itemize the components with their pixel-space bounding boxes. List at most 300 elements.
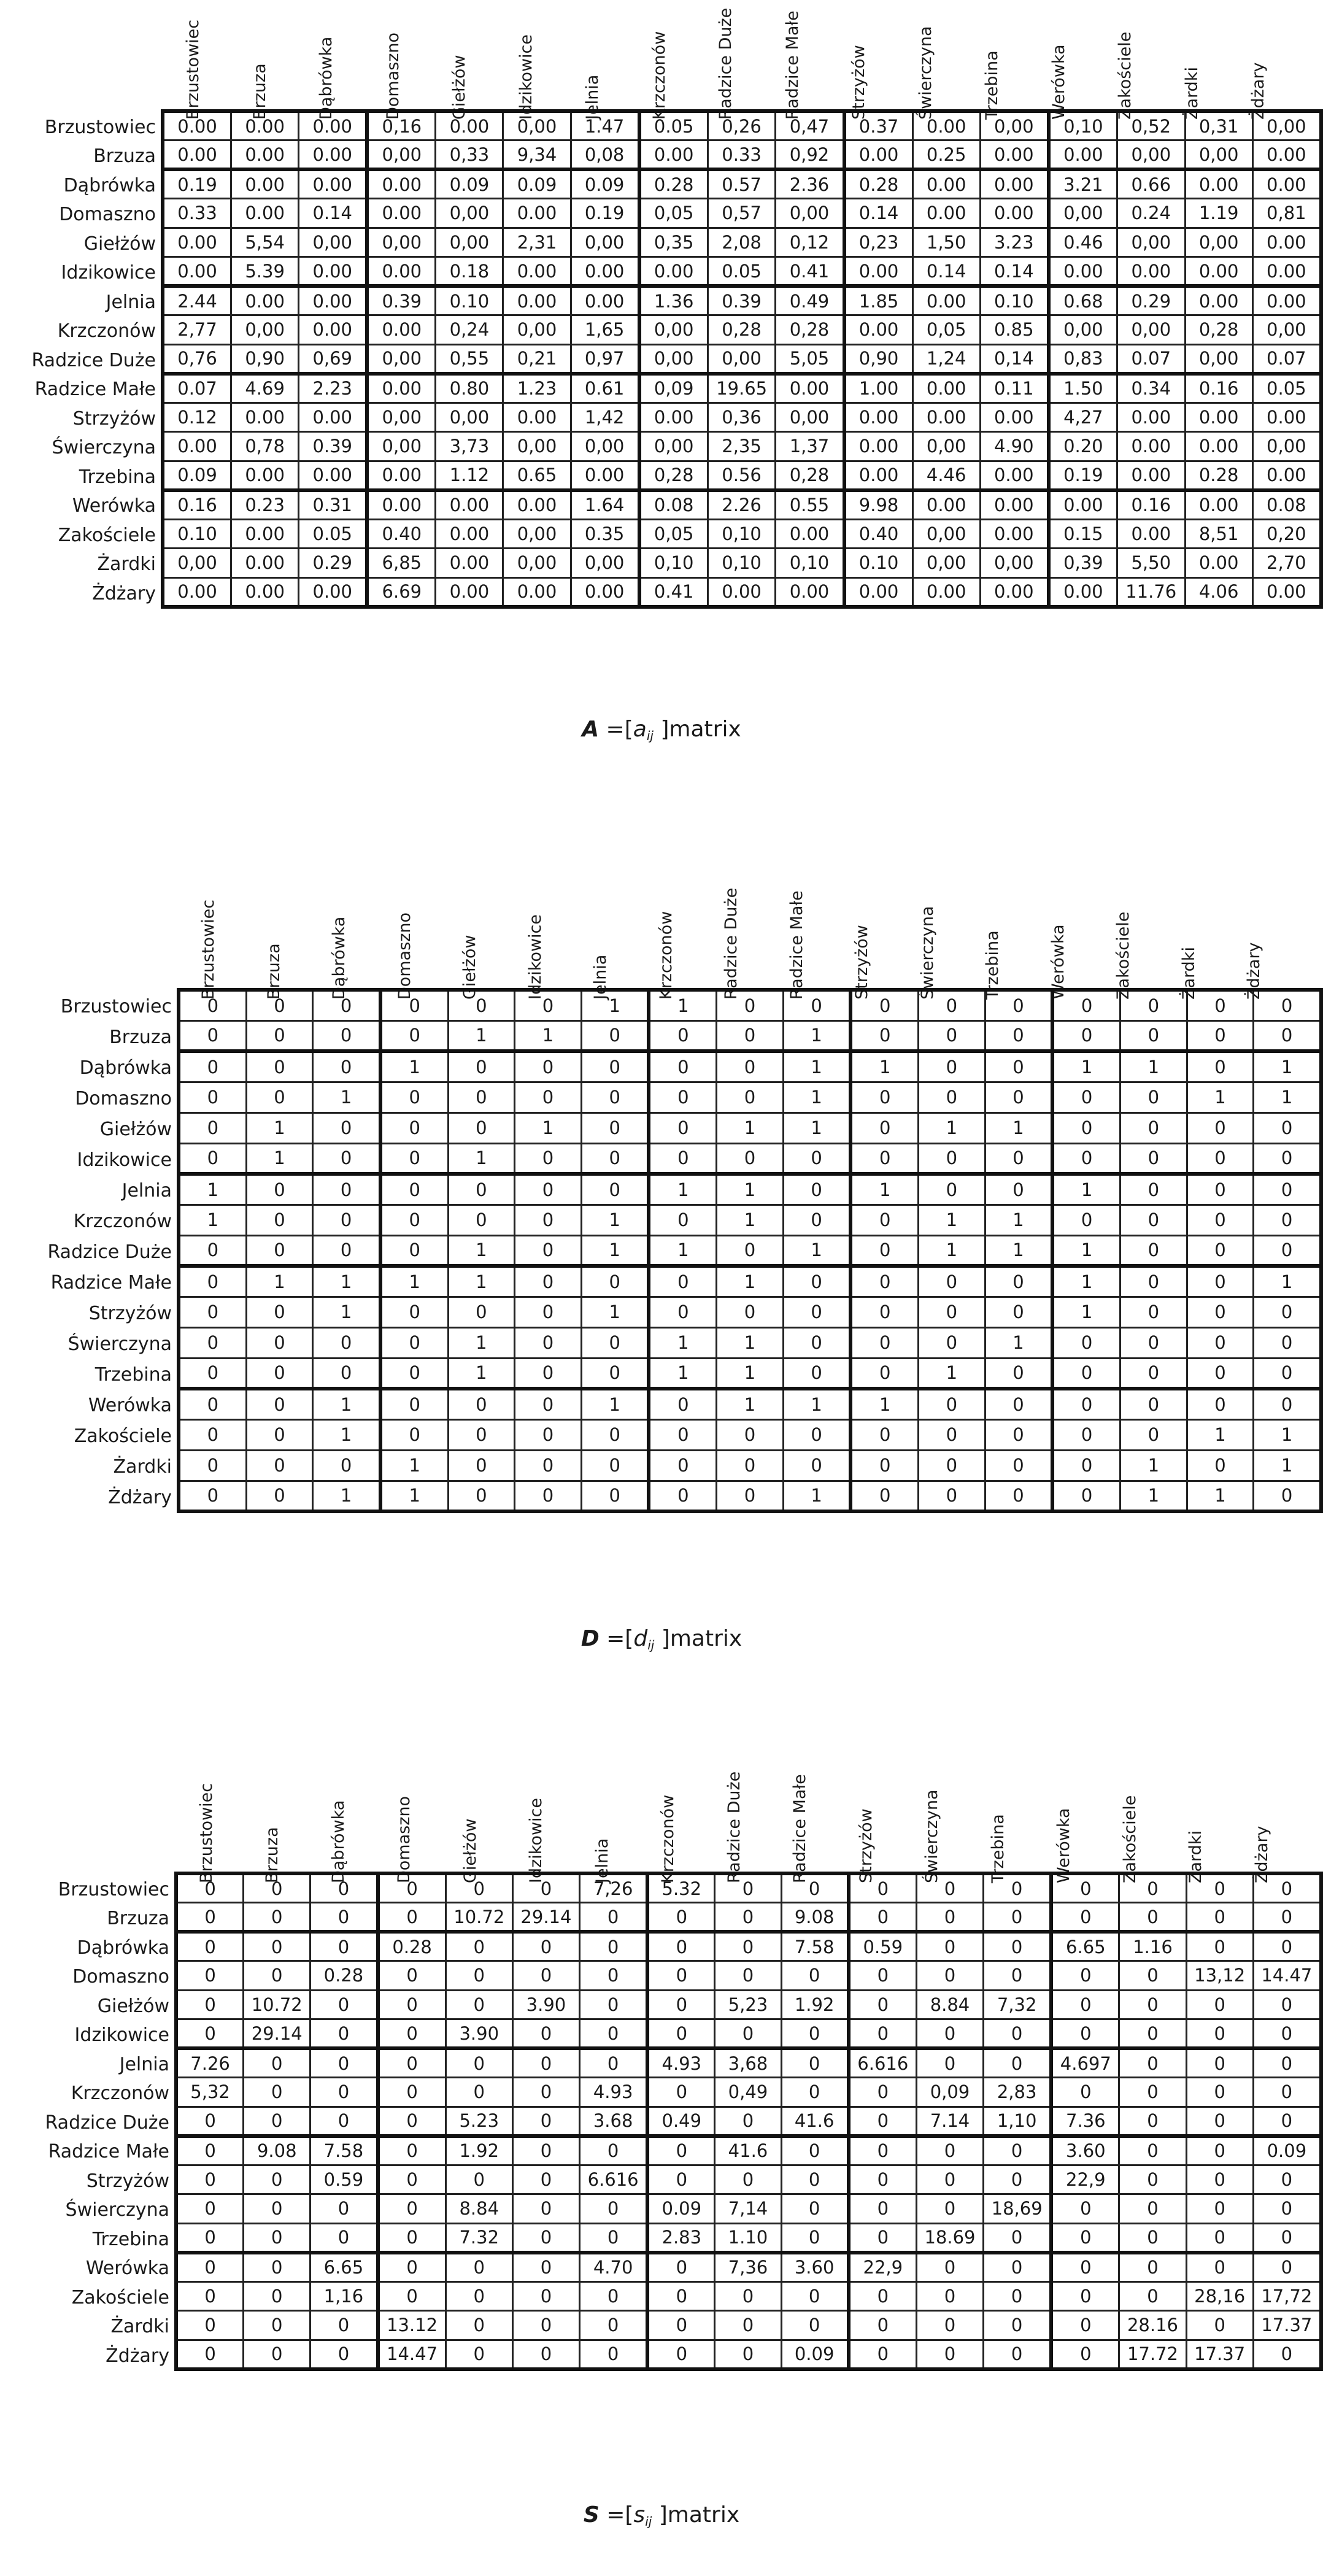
matrix-cell: 0 [849, 2136, 917, 2165]
matrix-cell: 0.07 [163, 374, 231, 403]
matrix-cell: 0 [448, 1419, 515, 1450]
matrix-cell: 0 [717, 1082, 784, 1113]
matrix-cell: 0.16 [163, 490, 231, 520]
matrix-cell: 0 [849, 2311, 917, 2340]
matrix-cell: 2.23 [299, 374, 368, 403]
matrix-cell: 0 [310, 2223, 378, 2253]
matrix-cell: 0 [246, 1389, 313, 1419]
column-header: Świerczyna [916, 26, 935, 120]
matrix-cell: 6.616 [580, 2165, 648, 2194]
matrix-cell: 1 [783, 1051, 850, 1082]
matrix-cell: 0 [1120, 1113, 1187, 1143]
matrix-cell: 0 [781, 2165, 849, 2194]
matrix-cell: 0 [246, 1481, 313, 1511]
column-header: Trzebina [983, 930, 1003, 1000]
matrix-cell: 0 [1052, 1481, 1120, 1511]
matrix-cell: 0 [649, 1143, 716, 1174]
matrix-cell: 0 [515, 1082, 582, 1113]
matrix-cell: 1 [380, 1481, 448, 1511]
matrix-cell: 29.14 [244, 2019, 310, 2049]
matrix-cell: 0.00 [571, 286, 639, 315]
matrix-cell: 0,81 [1252, 199, 1321, 228]
matrix-cell: 1 [985, 1113, 1052, 1143]
matrix-cell: 0.00 [367, 169, 436, 199]
matrix-cell: 0 [310, 2311, 378, 2340]
matrix-cell: 0.00 [571, 257, 639, 287]
matrix-cell: 0 [1119, 1990, 1186, 2019]
matrix-cell: 0 [176, 2019, 244, 2049]
matrix-cell: 1 [985, 1205, 1052, 1235]
matrix-cell: 0.00 [844, 315, 913, 345]
matrix-cell: 0 [1253, 1873, 1321, 1903]
matrix-cell: 0 [649, 1481, 716, 1511]
matrix-cell: 0 [1120, 1205, 1187, 1235]
matrix-cell: 0.00 [912, 403, 980, 432]
matrix-cell: 0.00 [844, 141, 913, 170]
matrix-cell: 0 [916, 2048, 983, 2078]
matrix-cell: 0 [1052, 1082, 1120, 1113]
matrix-cell: 0,28 [776, 315, 844, 345]
matrix-cell: 0 [783, 1205, 850, 1235]
matrix-cell: 0 [380, 1297, 448, 1327]
row-header: Idzikowice [61, 262, 156, 284]
matrix-cell: 0 [1119, 2019, 1186, 2049]
matrix-cell: 0.00 [231, 403, 299, 432]
matrix-cell: 0 [919, 1327, 986, 1358]
matrix-cell: 0.61 [571, 374, 639, 403]
matrix-cell: 0 [512, 2340, 579, 2369]
matrix-cell: 0 [176, 1932, 244, 1961]
matrix-cell: 0,39 [1049, 549, 1117, 578]
matrix-cell: 0 [580, 1990, 648, 2019]
matrix-cell: 2,31 [503, 228, 571, 257]
matrix-cell: 0 [176, 2107, 244, 2136]
matrix-cell: 22,9 [849, 2253, 917, 2282]
matrix-d-table [177, 988, 1323, 1513]
matrix-cell: 0.15 [1049, 519, 1117, 549]
matrix-cell: 0 [246, 1297, 313, 1327]
matrix-cell: 0 [1120, 1174, 1187, 1205]
matrix-cell: 0 [1253, 2165, 1321, 2194]
matrix-cell: 0,28 [708, 315, 776, 345]
matrix-cell: 10.72 [446, 1903, 512, 1932]
matrix-cell: 0.00 [639, 403, 708, 432]
matrix-cell: 0.07 [1117, 344, 1185, 374]
matrix-cell: 0.49 [776, 286, 844, 315]
matrix-cell: 0 [783, 1327, 850, 1358]
matrix-cell: 0.00 [299, 169, 368, 199]
matrix-cell: 0 [380, 1358, 448, 1389]
matrix-cell: 0.00 [436, 577, 503, 607]
matrix-cell: 0.09 [1253, 2136, 1321, 2165]
matrix-cell: 0,00 [367, 403, 436, 432]
column-header: Jelnia [583, 74, 603, 120]
matrix-cell: 1 [717, 1389, 784, 1419]
matrix-cell: 0.00 [299, 461, 368, 490]
matrix-cell: 4.93 [580, 2078, 648, 2107]
table-row [176, 2311, 1321, 2340]
matrix-cell: 0.09 [503, 169, 571, 199]
column-header: Trzebina [988, 1814, 1008, 1883]
matrix-cell: 3.90 [512, 1990, 579, 2019]
matrix-cell: 0 [581, 1082, 649, 1113]
matrix-cell: 1 [717, 1327, 784, 1358]
matrix-cell: 0 [1052, 1358, 1120, 1389]
matrix-cell: 0.00 [299, 111, 368, 141]
matrix-cell: 0.00 [503, 490, 571, 520]
matrix-cell: 7.26 [176, 2048, 244, 2078]
matrix-cell: 0 [1120, 1297, 1187, 1327]
matrix-cell: 0 [244, 1961, 310, 1991]
matrix-cell: 1 [985, 1235, 1052, 1266]
table-row [176, 2136, 1321, 2165]
matrix-cell: 0 [715, 2281, 781, 2311]
matrix-cell: 1 [313, 1389, 380, 1419]
matrix-cell: 1.47 [571, 111, 639, 141]
matrix-cell: 0.31 [299, 490, 368, 520]
matrix-cell: 0 [717, 1235, 784, 1266]
table-row [163, 344, 1321, 374]
table-row [179, 1481, 1321, 1511]
matrix-cell: 1.64 [571, 490, 639, 520]
matrix-cell: 1 [313, 1419, 380, 1450]
matrix-word: ]matrix [652, 2502, 740, 2528]
matrix-cell: 2.26 [708, 490, 776, 520]
row-header: Zakościele [58, 524, 156, 546]
row-header: Giełżów [99, 1119, 172, 1140]
matrix-cell: 0 [715, 1873, 781, 1903]
matrix-cell: 0 [378, 1961, 446, 1991]
matrix-cell: 0 [781, 2078, 849, 2107]
matrix-cell: 0,28 [1185, 315, 1252, 345]
matrix-cell: 0 [515, 1051, 582, 1082]
matrix-cell: 0.00 [163, 111, 231, 141]
matrix-cell: 0,00 [503, 315, 571, 345]
matrix-cell: 1 [850, 1051, 918, 1082]
matrix-cell: 0.00 [1117, 432, 1185, 461]
matrix-cell: 0 [1187, 1358, 1254, 1389]
matrix-cell: 0 [246, 1450, 313, 1481]
matrix-cell: 0 [715, 2340, 781, 2369]
matrix-cell: 1 [1254, 1082, 1321, 1113]
matrix-cell: 1,37 [776, 432, 844, 461]
matrix-cell: 0 [378, 2019, 446, 2049]
matrix-cell: 0 [310, 1873, 378, 1903]
matrix-cell: 0 [647, 2281, 715, 2311]
matrix-cell: 0 [581, 1450, 649, 1481]
matrix-cell: 0 [378, 2281, 446, 2311]
matrix-cell: 0 [1186, 1932, 1253, 1961]
matrix-cell: 0 [919, 990, 986, 1020]
matrix-cell: 0,78 [231, 432, 299, 461]
matrix-cell: 1 [313, 1297, 380, 1327]
matrix-cell: 0 [378, 2048, 446, 2078]
matrix-cell: 0.09 [647, 2194, 715, 2224]
matrix-cell: 0.00 [367, 315, 436, 345]
matrix-cell: 0 [1186, 2223, 1253, 2253]
matrix-cell: 0.35 [571, 519, 639, 549]
matrix-cell: 0,00 [436, 403, 503, 432]
column-header: Jelnia [592, 1838, 612, 1883]
matrix-cell: 0 [1052, 1389, 1120, 1419]
matrix-cell: 0 [717, 1051, 784, 1082]
table-row [179, 990, 1321, 1020]
matrix-cell: 0.00 [367, 490, 436, 520]
matrix-cell: 0 [512, 2078, 579, 2107]
matrix-cell: 0 [313, 1450, 380, 1481]
table-row [163, 228, 1321, 257]
matrix-cell: 0 [446, 1990, 512, 2019]
row-header: Werówka [85, 2258, 169, 2280]
matrix-cell: 4.46 [912, 461, 980, 490]
matrix-cell: 0 [647, 2253, 715, 2282]
matrix-cell: 0.10 [163, 519, 231, 549]
matrix-cell: 0.56 [708, 461, 776, 490]
matrix-cell: 0 [984, 1903, 1052, 1932]
matrix-cell: 0 [1253, 1932, 1321, 1961]
matrix-cell: 1,65 [571, 315, 639, 345]
matrix-cell: 0 [1186, 2194, 1253, 2224]
column-header: Zakościele [1120, 1795, 1140, 1883]
matrix-cell: 0.00 [844, 577, 913, 607]
matrix-cell: 0 [380, 1389, 448, 1419]
matrix-cell: 0 [580, 2048, 648, 2078]
matrix-cell: 0 [176, 2223, 244, 2253]
matrix-cell: 0 [179, 1266, 246, 1297]
row-header: Świerczyna [68, 1333, 172, 1355]
matrix-cell: 0 [378, 2194, 446, 2224]
matrix-cell: 0 [313, 1174, 380, 1205]
row-header: Jelnia [106, 291, 156, 313]
matrix-cell: 0.00 [503, 403, 571, 432]
matrix-cell: 0.00 [708, 577, 776, 607]
matrix-cell: 0 [246, 1205, 313, 1235]
row-header: Radzice Duże [45, 2111, 169, 2134]
table-row [176, 2019, 1321, 2049]
matrix-cell: 1 [581, 1297, 649, 1327]
matrix-cell: 1 [649, 1235, 716, 1266]
matrix-cell: 0 [1051, 2223, 1119, 2253]
matrix-cell: 0 [1186, 2019, 1253, 2049]
matrix-cell: 0 [781, 2048, 849, 2078]
matrix-cell: 0 [1186, 1873, 1253, 1903]
matrix-cell: 0 [919, 1051, 986, 1082]
matrix-cell: 1 [1254, 1051, 1321, 1082]
matrix-cell: 1 [515, 1020, 582, 1051]
matrix-cell: 14.47 [378, 2340, 446, 2369]
matrix-cell: 1 [313, 1481, 380, 1511]
matrix-cell: 0.00 [1049, 257, 1117, 287]
matrix-cell: 4.93 [647, 2048, 715, 2078]
matrix-cell: 0 [580, 2194, 648, 2224]
matrix-cell: 0 [849, 2165, 917, 2194]
table-row [176, 2048, 1321, 2078]
matrix-cell: 5,32 [176, 2078, 244, 2107]
table-row [179, 1174, 1321, 1205]
matrix-cell: 0 [515, 1143, 582, 1174]
matrix-cell: 0,36 [708, 403, 776, 432]
matrix-cell: 0.00 [1252, 577, 1321, 607]
matrix-cell: 4.697 [1051, 2048, 1119, 2078]
matrix-cell: 5.23 [446, 2107, 512, 2136]
matrix-cell: 0 [580, 2340, 648, 2369]
matrix-cell: 0 [515, 1297, 582, 1327]
matrix-cell: 0.25 [912, 141, 980, 170]
row-header: Dąbrówka [79, 1057, 172, 1079]
matrix-cell: 1.16 [1119, 1932, 1186, 1961]
matrix-cell: 0 [715, 2019, 781, 2049]
table-row [179, 1389, 1321, 1419]
matrix-cell: 0.14 [912, 257, 980, 287]
matrix-cell: 0.28 [1185, 461, 1252, 490]
matrix-cell: 0,00 [367, 432, 436, 461]
matrix-cell: 0,09 [639, 374, 708, 403]
matrix-cell: 3.68 [580, 2107, 648, 2136]
matrix-cell: 0 [515, 1266, 582, 1297]
table-row [163, 519, 1321, 549]
matrix-cell: 9,34 [503, 141, 571, 170]
matrix-cell: 0 [1120, 1389, 1187, 1419]
matrix-cell: 0 [1119, 2048, 1186, 2078]
matrix-cell: 0.10 [436, 286, 503, 315]
matrix-cell: 0 [715, 2311, 781, 2340]
matrix-cell: 0.85 [980, 315, 1049, 345]
matrix-cell: 1 [783, 1235, 850, 1266]
matrix-cell: 0 [580, 2223, 648, 2253]
matrix-cell: 11.76 [1117, 577, 1185, 607]
matrix-cell: 0 [850, 990, 918, 1020]
table-row [176, 1873, 1321, 1903]
matrix-cell: 0 [1254, 1205, 1321, 1235]
matrix-cell: 0,00 [912, 519, 980, 549]
matrix-cell: 0 [985, 1266, 1052, 1297]
matrix-cell: 0.10 [844, 549, 913, 578]
row-header: Żdżary [108, 1487, 172, 1508]
matrix-cell: 0 [781, 2281, 849, 2311]
matrix-cell: 0.29 [1117, 286, 1185, 315]
matrix-cell: 0 [985, 1297, 1052, 1327]
matrix-cell: 4,27 [1049, 403, 1117, 432]
matrix-cell: 18.69 [916, 2223, 983, 2253]
matrix-cell: 7.58 [781, 1932, 849, 1961]
matrix-cell: 0 [1120, 1266, 1187, 1297]
matrix-cell: 0 [1253, 2340, 1321, 2369]
matrix-cell: 0.00 [163, 141, 231, 170]
matrix-cell: 0 [310, 1990, 378, 2019]
matrix-cell: 0.00 [844, 461, 913, 490]
row-header: Żardki [113, 1456, 172, 1478]
matrix-cell: 0.00 [571, 461, 639, 490]
matrix-cell: 1 [246, 1113, 313, 1143]
matrix-cell: 0 [984, 2281, 1052, 2311]
matrix-cell: 0 [1254, 1481, 1321, 1511]
matrix-cell: 1 [717, 1205, 784, 1235]
matrix-cell: 1 [717, 1113, 784, 1143]
matrix-cell: 0,16 [367, 111, 436, 141]
matrix-cell: 0.11 [980, 374, 1049, 403]
matrix-cell: 0 [850, 1297, 918, 1327]
row-header: Krzczonów [57, 320, 156, 342]
matrix-cell: 0 [984, 1961, 1052, 1991]
matrix-cell: 0 [647, 1903, 715, 1932]
matrix-cell: 0 [919, 1419, 986, 1450]
matrix-a-block [0, 0, 1323, 798]
matrix-cell: 0 [1254, 1358, 1321, 1389]
element-symbol: a [633, 717, 647, 742]
column-header: Dąbrówka [328, 1800, 348, 1883]
matrix-cell: 8.84 [916, 1990, 983, 2019]
matrix-cell: 5,50 [1117, 549, 1185, 578]
matrix-cell: 0.00 [231, 519, 299, 549]
matrix-cell: 1.92 [446, 2136, 512, 2165]
matrix-cell: 0 [446, 2311, 512, 2340]
matrix-cell: 4.70 [580, 2253, 648, 2282]
matrix-cell: 1.92 [781, 1990, 849, 2019]
matrix-cell: 0 [783, 1143, 850, 1174]
table-row [179, 1235, 1321, 1266]
matrix-cell: 0,00 [503, 432, 571, 461]
matrix-cell: 0 [919, 1020, 986, 1051]
matrix-cell: 0 [378, 2165, 446, 2194]
matrix-cell: 0 [849, 2281, 917, 2311]
matrix-cell: 0 [1052, 1419, 1120, 1450]
column-header: Krzczonów [658, 1794, 678, 1883]
matrix-cell: 0 [1120, 1020, 1187, 1051]
matrix-cell: 0,00 [436, 228, 503, 257]
matrix-cell: 0 [179, 1481, 246, 1511]
matrix-cell: 0 [1254, 1113, 1321, 1143]
table-row [176, 2078, 1321, 2107]
matrix-cell: 0,00 [912, 432, 980, 461]
matrix-cell: 0 [1187, 1450, 1254, 1481]
matrix-cell: 0,83 [1049, 344, 1117, 374]
matrix-cell: 0.00 [367, 461, 436, 490]
matrix-cell: 0 [916, 1961, 983, 1991]
column-header: Żdżary [1252, 1826, 1271, 1883]
matrix-cell: 3.90 [446, 2019, 512, 2049]
matrix-cell: 0.19 [1049, 461, 1117, 490]
matrix-cell: 0 [246, 1020, 313, 1051]
column-header: Jelnia [591, 954, 611, 1000]
matrix-cell: 0 [1051, 2340, 1119, 2369]
matrix-cell: 0 [783, 990, 850, 1020]
matrix-cell: 0 [1052, 1450, 1120, 1481]
matrix-cell: 1 [649, 990, 716, 1020]
matrix-cell: 0 [647, 2136, 715, 2165]
matrix-cell: 0 [781, 2194, 849, 2224]
matrix-cell: 1 [1187, 1419, 1254, 1450]
matrix-cell: 0 [313, 990, 380, 1020]
matrix-cell: 0 [916, 2194, 983, 2224]
subscript-ij: ij [646, 728, 654, 743]
matrix-cell: 0 [380, 1235, 448, 1266]
matrix-cell: 0 [849, 2107, 917, 2136]
matrix-cell: 0 [378, 2223, 446, 2253]
matrix-cell: 0 [849, 2340, 917, 2369]
matrix-cell: 0 [176, 2194, 244, 2224]
matrix-cell: 1 [850, 1174, 918, 1205]
matrix-cell: 0.00 [231, 141, 299, 170]
matrix-cell: 0.00 [436, 549, 503, 578]
matrix-cell: 0 [313, 1235, 380, 1266]
matrix-cell: 0.00 [980, 519, 1049, 549]
matrix-cell: 7,36 [715, 2253, 781, 2282]
matrix-cell: 0 [715, 2165, 781, 2194]
column-header: Strzyżów [849, 45, 869, 120]
matrix-cell: 0 [179, 1450, 246, 1481]
matrix-cell: 2.44 [163, 286, 231, 315]
matrix-cell: 0 [448, 1205, 515, 1235]
